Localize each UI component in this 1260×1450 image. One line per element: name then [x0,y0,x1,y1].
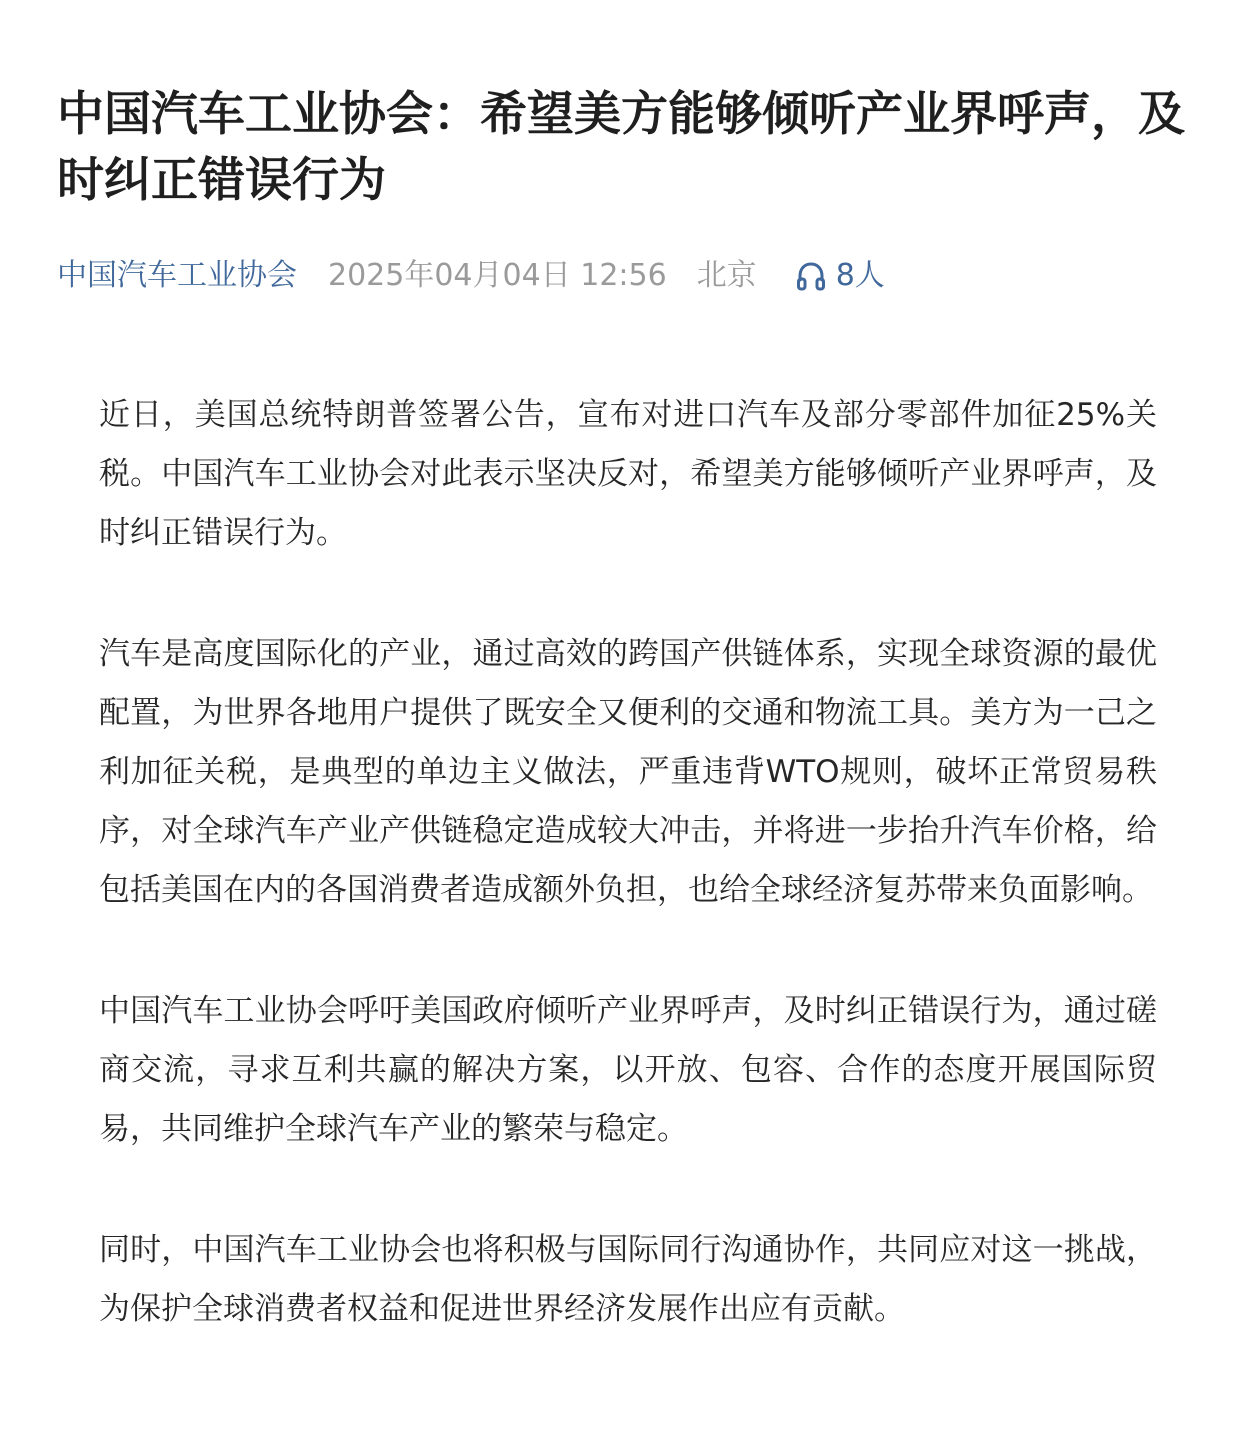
article-paragraph: 汽车是高度国际化的产业，通过高效的跨国产供链体系，实现全球资源的最优配置，为世界各地用户提供了既安全又便利的交通和物流工具。美方为一己之利加征关税，是典型的单边主义做法，严重违背WTO规则，破坏正常贸易秩序，对全球汽车产业产供链稳定造成较大冲击，并将进一步抬升汽车价格，给包括美国在内的各国消费者造成额外负担，也给全球经济复苏带来负面影响。 [99,636,1157,908]
listener-count: 8人 [835,258,885,293]
listen-button[interactable] [794,253,885,299]
source-link[interactable]: 中国汽车工业协会 [57,258,297,293]
article-paragraph: 同时，中国汽车工业协会也将积极与国际同行沟通协作，共同应对这一挑战，为保护全球消费者权益和促进世界经济发展作出应有贡献。 [99,1232,1157,1327]
article-title: 中国汽车工业协会：希望美方能够倾听产业界呼声，及时纠正错误行为 [57,87,1185,208]
publish-location: 北京 [696,258,757,293]
article-paragraph: 近日，美国总统特朗普签署公告，宣布对进口汽车及部分零部件加征25%关税。中国汽车工业协会对此表示坚决反对，希望美方能够倾听产业界呼声，及时纠正错误行为。 [99,397,1157,551]
article-body [99,386,1157,1339]
headphones-icon [794,259,828,293]
publish-date: 2025年04月04日 12:56 [328,258,667,293]
article-paragraph: 中国汽车工业协会呼吁美国政府倾听产业界呼声，及时纠正错误行为，通过磋商交流，寻求互利共赢的解决方案，以开放、包容、合作的态度开展国际贸易，共同维护全球汽车产业的繁荣与稳定。 [99,993,1157,1147]
article-meta [57,253,885,299]
